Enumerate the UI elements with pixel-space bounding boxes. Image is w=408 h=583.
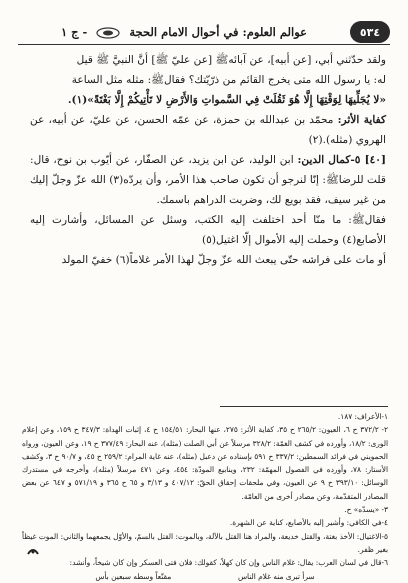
paragraph-3-text: ابن الوليد، عن ابن يزيد، عن الصفّار، عن أيّوب بن نوح، قال: قلت للرضاﷺ: إنّا لنرجو أن تكون صاحب هذا الأمر، وأن يردّه(٣) الله عزّ وجلّ إليك من غير سيف، فقد بويع لك، وضربت الدراهم باسمك. [30,154,386,206]
paragraph-4: فقالﷺ: ما منّا أحد اختلفت إليه الكتب، وسئل عن المسائل، وأشارت إليه الأصابع(٤) وحملت إليه الأموال إلّا اغتيل(٥) [30,214,386,246]
footnotes [22,410,388,583]
running-title-text: عوالم العلوم: في أحوال الامام الحجة [129,24,308,39]
volume-label: - ج ١ [60,24,88,39]
paragraph-2-text: محمّد بن عبدالله بن حمزة، عن عمّه الحسن، عن عليّ، عن أبيه، عن الهروي (مثله).(٢) [30,114,386,146]
footnote-separator [220,406,388,407]
paragraph-1-line-2: له: يا رسول الله متى يخرج القائم من ذرّيّتك؟ فقالﷺ: مثله مثل الساعة [71,74,386,86]
poem-hemistich-left: مقتّعاً وسطه سبعين بأس [95,571,172,581]
footnote-5: ٥-الاغتيال: الأخذ بغتة، والقتل خديعة، والمراد هنا القتل بالآلة، وبالموت: القتل بالسمّ، والأوّل يجمعهما والثاني: الموت غيظاً بغير ظفر. [22,531,388,554]
source-label-kifaya: كفاية الأثر: [337,114,386,126]
running-title [18,25,350,40]
paragraph-3 [30,150,386,210]
footnote-1: ١-الأعراف: ١٨٧. [337,412,388,421]
main-text [30,50,386,270]
page-header [18,20,390,45]
corner-mark-icon [26,546,40,556]
poem-verse [22,570,388,583]
footnote-4: ٤-في الكافي: وأشير إليه بالأصابع، كناية عن الشهرة. [229,518,388,528]
paragraph-5: أو مات على فراشه حتّى يبعث الله عزّ وجلّ لهذا الأمر غلاماً(٦) خفيّ المولد [61,254,386,266]
poem-hemistich-right: سرأ تبرى منه غلام الناس [237,571,315,581]
footnote-2: ٢- ٣٧٢/٢ ح ٦، العيون: ٢٦٥/٢ ح ٣٥، كفاية الأثر: ٢٧٥، عنها البحار: ١٥٤/٥١ ح ٤، إثبات الهداة: ٣٤٧/٣ ح ١٥٩، وعن إعلام الورى: ١٨/٢، وأورده في كشف الغمّة: ٣٢٨/٢ مرسلاً عن أبي الصلت (مثله)، عنه البحار: ٣٧٧/٤٩ ح ١٩، وعن العيون، ورواه الحمويني في فرائد السمطين: ٣٣٧/٢ ح ٥٩١ بإسناده عن دعبل (مثله)، عنه غاية المرام: ٢٥٩/٢ ح ٤٥، و ٩٠/٧ ح ٣، وكشف الأستار: ٧٨، وأورده في الفصول المهمّة: ٢٣٢، وينابيع المودّة: ٤٥٤، وعن ٤٧١ مرسلاً (مثله)، وأخرجه في مستدرك الوسائل: ٣٩٣/١٠ ح ٩ عن العيون، وفي ملحقات إحقاق الحقّ: ٤٠٧/١٢ و ٣/١٣ و ٦٥ ح ٣٦٥ و ٥٧١/١٩ و ٦٤٧ عن بعض المصادر المتقدّمة، وعن مصادر أخرى من العامّة. [22,425,388,501]
paragraph-1-line-1: ولقد حدّثني أبي، [عن أبيه]، عن آبائهﷺ [عن عليّ ﷺ] أنَّ النبيَّ ﷺ قيل [76,54,386,66]
footnote-6: ٦-قال في لسان العرب: يقال: غلام الناس وإن كان كهلاً، كقولك: فلان فتى العسكر وإن كان شيخاً، وأنشد: [69,558,388,568]
ornament-icon [95,26,121,40]
page-number-badge: ٥٣٤ [350,21,390,43]
footnote-3: ٣- «يسدّه» ح. [344,505,388,515]
quran-quote: «لا يُجَلِّيهَا لِوَقْتِهَا إِلَّا هُوَ ثَقُلَتْ فِي السَّمواتِ وَالأَرْضِ لا تَأْتِيكُمْ إِلَّا بَغْتَةً»(١). [67,94,386,106]
source-label-kamal: [٤٠] ٥-كمال الدين: [297,154,387,166]
paragraph-2 [30,110,386,150]
